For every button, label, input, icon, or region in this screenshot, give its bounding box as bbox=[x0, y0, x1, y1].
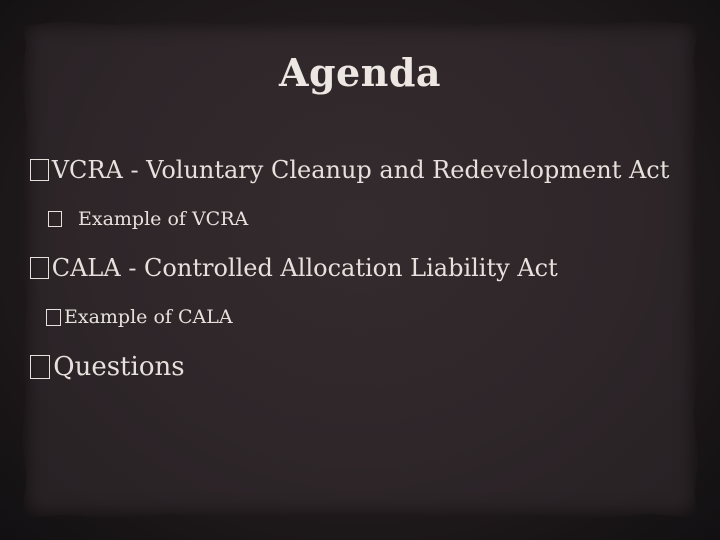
missing-glyph-box-icon bbox=[46, 309, 61, 326]
missing-glyph-box-icon bbox=[30, 257, 49, 279]
slide-title bbox=[0, 50, 720, 95]
missing-glyph-box-icon bbox=[48, 211, 62, 227]
bullet-text: Example of CALA bbox=[64, 306, 233, 328]
bullet-text: VCRA - Voluntary Cleanup and Redevelopment Act bbox=[51, 156, 670, 184]
missing-glyph-box-icon bbox=[30, 159, 49, 181]
bullet-text: Questions bbox=[53, 352, 185, 382]
slide-title-text: Agenda bbox=[278, 50, 442, 95]
bullet-item-cala bbox=[30, 254, 558, 282]
bullet-item-vcra bbox=[30, 156, 669, 184]
bullet-text: CALA - Controlled Allocation Liability Act bbox=[51, 254, 558, 282]
bullet-item-questions bbox=[30, 352, 185, 382]
sub-bullet-item-vcra-example bbox=[48, 208, 248, 230]
missing-glyph-box-icon bbox=[30, 355, 50, 379]
bullet-text: Example of VCRA bbox=[78, 208, 249, 230]
sub-bullet-item-cala-example bbox=[46, 306, 233, 328]
